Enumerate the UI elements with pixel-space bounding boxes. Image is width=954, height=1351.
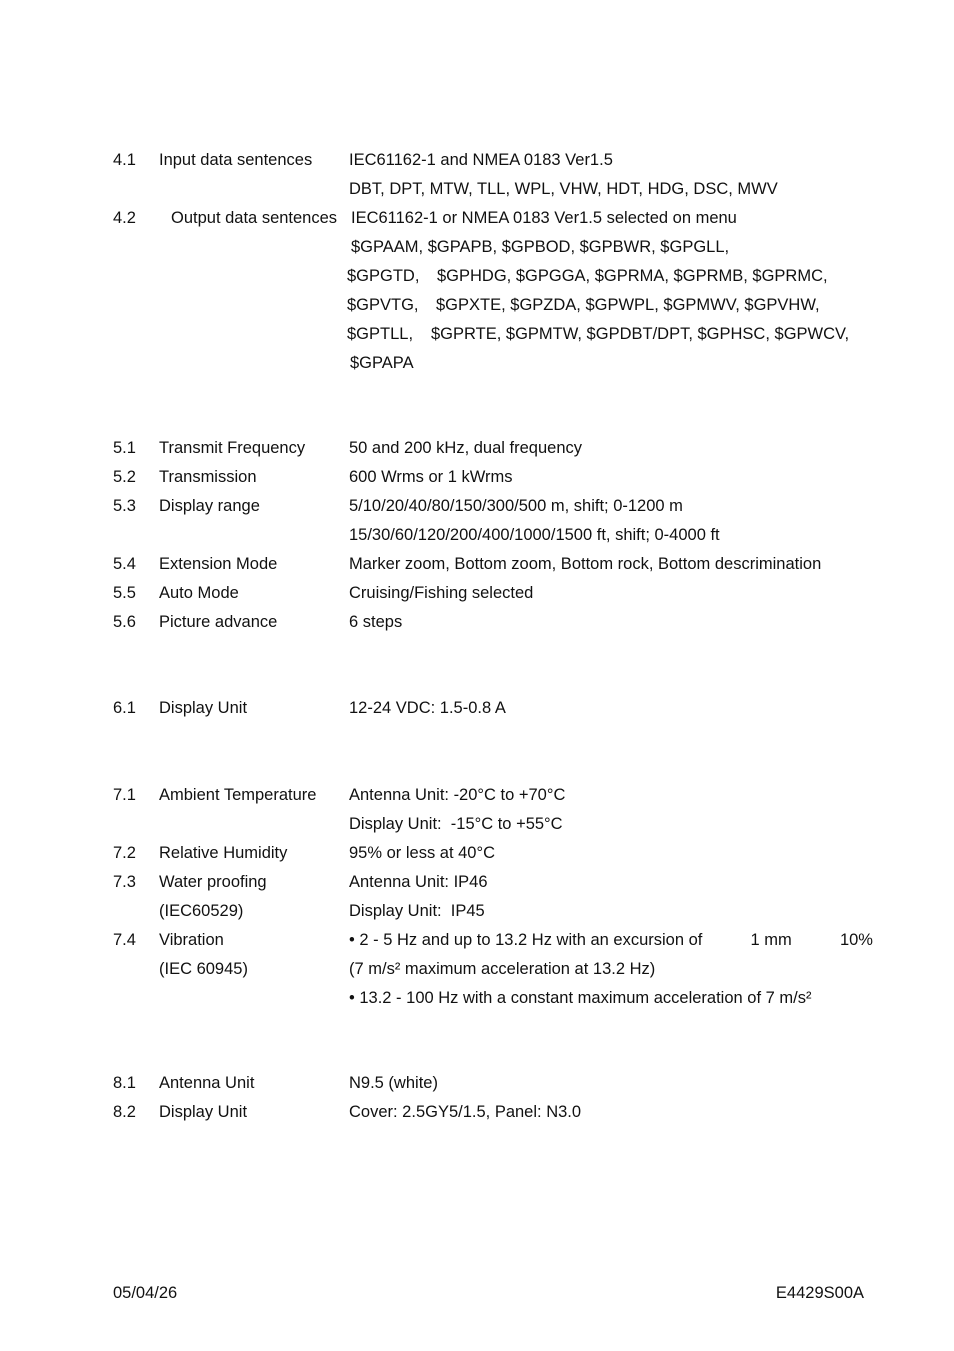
spec-row (113, 550, 873, 579)
item-value: 5/10/20/40/80/150/300/500 m, shift; 0-1200 m (349, 497, 683, 515)
footer-date: 05/04/26 (113, 1284, 178, 1302)
item-value: $GPAAM, $GPAPB, $GPBOD, $GPBWR, $GPGLL, (351, 238, 730, 256)
spec-row (113, 608, 873, 637)
vibration-value (349, 926, 873, 955)
item-number: 7.2 (113, 844, 136, 862)
item-number: 4.1 (113, 151, 136, 169)
spec-row (113, 694, 873, 723)
spec-row (113, 320, 873, 349)
item-number: 6.1 (113, 699, 136, 717)
sentence-code: $GPXTE, $GPZDA, $GPWPL, $GPMWV, $GPVHW, (436, 296, 820, 314)
spec-row (113, 349, 873, 378)
spec-row (113, 175, 873, 204)
item-value: IEC61162-1 and NMEA 0183 Ver1.5 (349, 151, 613, 169)
item-label: Input data sentences (159, 151, 313, 169)
item-number: 5.4 (113, 555, 136, 573)
item-value: Marker zoom, Bottom zoom, Bottom rock, Bottom descrimination (349, 555, 822, 573)
item-number: 5.6 (113, 613, 136, 631)
item-label: Display Unit (159, 1103, 248, 1121)
spec-row (113, 434, 873, 463)
item-label: Vibration (159, 931, 224, 949)
item-value: $GPAPA (350, 354, 414, 372)
item-number: 7.4 (113, 931, 136, 949)
item-value: Cover: 2.5GY5/1.5, Panel: N3.0 (349, 1103, 582, 1121)
section-8-coating-color (113, 1069, 873, 1127)
item-value: DBT, DPT, MTW, TLL, WPL, VHW, HDT, HDG, DSC, MWV (349, 180, 778, 198)
spec-row (113, 984, 873, 1013)
item-label: (IEC 60945) (159, 960, 248, 978)
item-label: Water proofing (159, 873, 267, 891)
sentence-code: $GPRTE, $GPMTW, $GPDBT/DPT, $GPHSC, $GPWCV, (431, 325, 850, 343)
item-value: Display Unit: IP45 (349, 902, 485, 920)
item-number: 4.2 (113, 209, 136, 227)
spec-row (113, 897, 873, 926)
item-value: 12-24 VDC: 1.5-0.8 A (349, 699, 506, 717)
item-label: Display Unit (159, 699, 248, 717)
item-number: 5.5 (113, 584, 136, 602)
item-value: (7 m/s² maximum acceleration at 13.2 Hz) (349, 960, 656, 978)
vibration-text: • 2 - 5 Hz and up to 13.2 Hz with an excursion of (349, 931, 703, 949)
sentence-code: $GPGTD, (347, 267, 420, 285)
item-label: Output data sentences (171, 209, 338, 227)
item-value: Display Unit: -15°C to +55°C (349, 815, 563, 833)
item-value: • 13.2 - 100 Hz with a constant maximum acceleration of 7 m/s² (349, 989, 812, 1007)
item-value: IEC61162-1 or NMEA 0183 Ver1.5 selected on menu (351, 209, 737, 227)
spec-row (113, 521, 873, 550)
vibration-excursion: 1 mm (750, 931, 792, 949)
item-value: 50 and 200 kHz, dual frequency (349, 439, 582, 457)
item-value: Antenna Unit: IP46 (349, 873, 488, 891)
section-6-power (113, 694, 873, 723)
sentence-code: $GPHDG, $GPGGA, $GPRMA, $GPRMB, $GPRMC, (437, 267, 828, 285)
spec-row (113, 262, 873, 291)
vibration-tolerance: 10% (839, 931, 873, 949)
item-value: 600 Wrms or 1 kWrms (349, 468, 513, 486)
item-value: N9.5 (white) (349, 1074, 438, 1092)
section-5-transmission (113, 434, 873, 637)
item-label: Ambient Temperature (159, 786, 317, 804)
item-label: Picture advance (159, 613, 278, 631)
spec-row (113, 146, 873, 175)
item-number: 7.3 (113, 873, 136, 891)
item-value: 95% or less at 40°C (349, 844, 496, 862)
section-4-interface (113, 146, 873, 378)
spec-row (113, 492, 873, 521)
item-value: Cruising/Fishing selected (349, 584, 534, 602)
item-number: 8.2 (113, 1103, 136, 1121)
section-7-environment (113, 781, 873, 1013)
spec-row (113, 1098, 873, 1127)
spec-row (113, 955, 873, 984)
item-number: 7.1 (113, 786, 136, 804)
item-label: Transmit Frequency (159, 439, 306, 457)
item-value: 6 steps (349, 613, 403, 631)
spec-row (113, 291, 873, 320)
item-label: Relative Humidity (159, 844, 288, 862)
item-label: Transmission (159, 468, 257, 486)
spec-row (113, 810, 873, 839)
item-number: 5.3 (113, 497, 136, 515)
spec-row (113, 926, 873, 955)
sentence-code: $GPVTG, (347, 296, 419, 314)
spec-row (113, 204, 873, 233)
spec-row (113, 579, 873, 608)
spec-row (113, 233, 873, 262)
spec-row (113, 868, 873, 897)
footer-document-id: E4429S00A (775, 1284, 864, 1302)
item-label: Display range (159, 497, 260, 515)
item-label: (IEC60529) (159, 902, 244, 920)
spec-row (113, 1069, 873, 1098)
item-label: Antenna Unit (159, 1074, 255, 1092)
spec-row (113, 839, 873, 868)
item-label: Auto Mode (159, 584, 239, 602)
item-number: 5.2 (113, 468, 136, 486)
spec-row (113, 781, 873, 810)
item-value: Antenna Unit: -20°C to +70°C (349, 786, 566, 804)
item-value: 15/30/60/120/200/400/1000/1500 ft, shift; 0-4000 ft (349, 526, 720, 544)
spec-row (113, 463, 873, 492)
sentence-code: $GPTLL, (347, 325, 414, 343)
item-number: 8.1 (113, 1074, 136, 1092)
item-label: Extension Mode (159, 555, 278, 573)
item-number: 5.1 (113, 439, 136, 457)
